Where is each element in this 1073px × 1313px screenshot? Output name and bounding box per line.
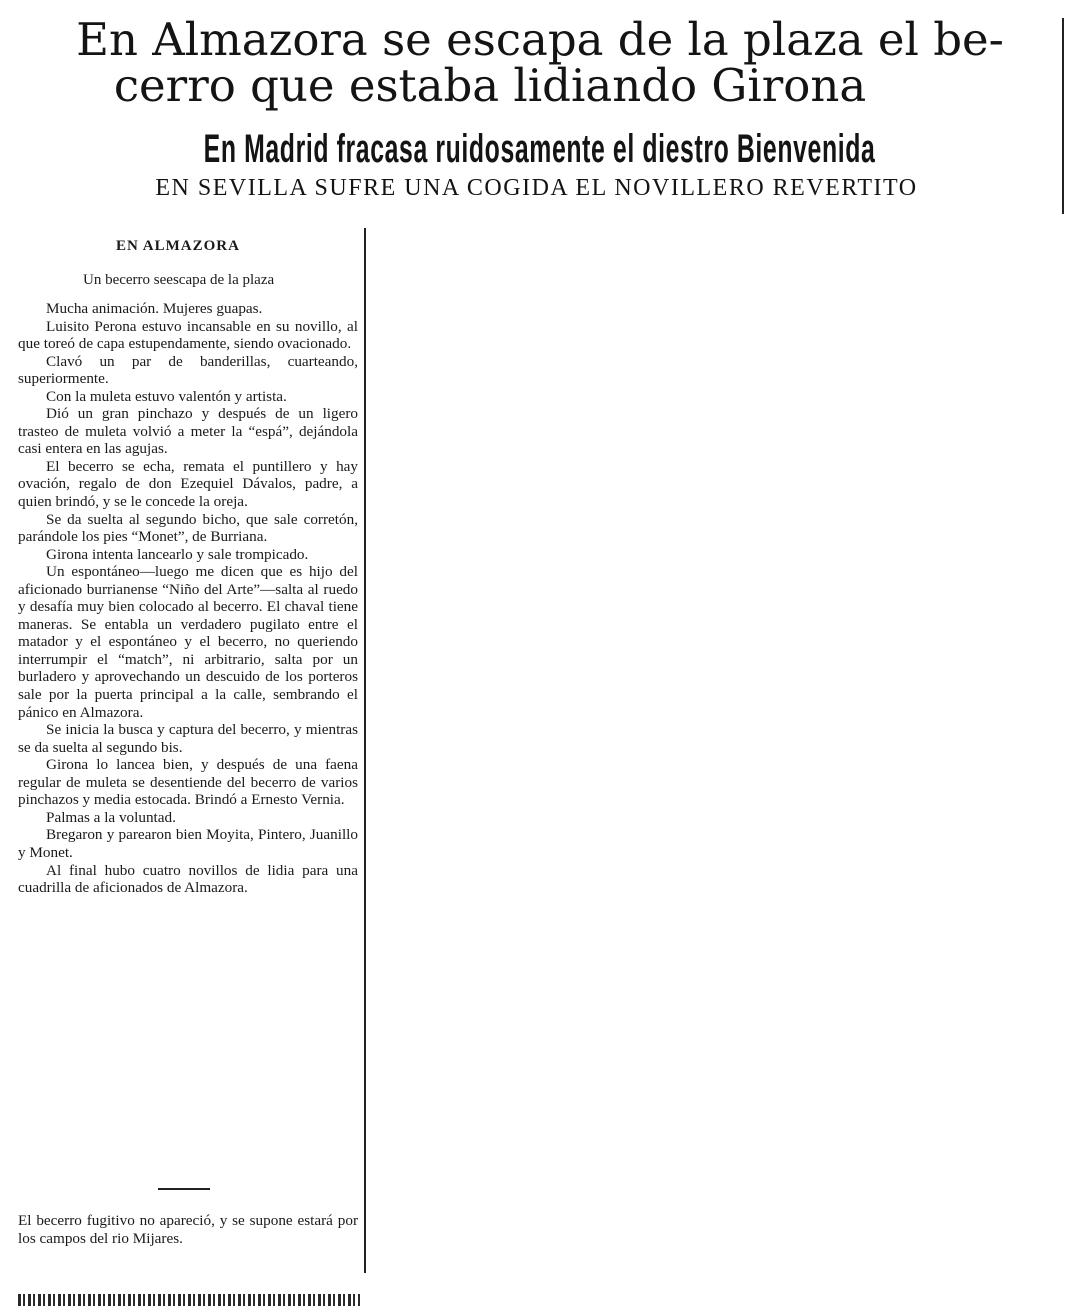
article-paragraph: Bregaron y parearon bien Moyita, Pintero, Juanillo y Monet. <box>18 826 358 861</box>
article-paragraph: Se inicia la busca y captura del becerro, y mientras se da suelta al segundo bis. <box>18 721 358 756</box>
article-paragraph: Dió un gran pinchazo y después de un ligero trasteo de muleta volvió a meter la “espá”, dejándola casi entera en las agujas. <box>18 405 358 458</box>
headline-line-1: En Almazora se escapa de la plaza el be- <box>76 13 1004 66</box>
article-paragraph: Al final hubo cuatro novillos de lidia para una cuadrilla de aficionados de Almazora. <box>18 861 358 897</box>
article-paragraph: Luisito Perona estuvo incansable en su novillo, al que toreó de capa estupendamente, siendo ovacionado. <box>18 317 358 353</box>
article-column-rule <box>364 228 366 1273</box>
article-paragraph: Con la muleta estuvo valentón y artista. <box>46 387 287 405</box>
article-paragraph: Se da suelta al segundo bicho, que sale corretón, parándole los pies “Monet”, de Burriana. <box>18 510 358 546</box>
article-paragraph: El becerro se echa, remata el puntillero y hay ovación, regalo de don Ezequiel Dávalos, padre, a quien brindó, y se le concede la oreja. <box>18 457 358 511</box>
deck-line: EN SEVILLA SUFRE UNA COGIDA EL NOVILLERO REVERTITO <box>155 175 918 201</box>
article-paragraph: Un espontáneo—luego me dicen que es hijo del aficionado burrianense “Niño del Arte”—salta al ruedo y desafía muy bien colocado al becerro. El chaval tiene maneras. Se entabla un verdadero pugilato entre el matador y el espontáneo y el becerro, no queriendo interrumpir el “match”, ni arbitrario, salta por un burladero y aprovechando un descuido de los porteros sale por la puerta principal a la calle, sembrando el pánico en Almazora. <box>18 563 358 721</box>
clipping-edge-strip <box>18 1294 360 1306</box>
section-subtitle: Un becerro seescapa de la plaza <box>83 272 275 288</box>
article-body <box>18 300 358 897</box>
article-paragraph: Girona intenta lancearlo y sale trompicado. <box>46 545 309 563</box>
closing-paragraph: El becerro fugitivo no apareció, y se supone estará por los campos del rio Mijares. <box>18 1212 358 1247</box>
section-title: EN ALMAZORA <box>116 238 240 254</box>
article-paragraph: Palmas a la voluntad. <box>46 808 176 826</box>
article-paragraph: Girona lo lancea bien, y después de una faena regular de muleta se desentiende del becerro de varios pinchazos y media estocada. Brindó a Ernesto Vernia. <box>18 756 358 809</box>
headline-column-rule <box>1062 18 1064 214</box>
article-paragraph: Clavó un par de banderillas, cuarteando, superiormente. <box>18 352 358 388</box>
headline-line-2: cerro que estaba lidiando Girona <box>113 59 867 112</box>
section-separator <box>158 1188 210 1190</box>
subheadline: En Madrid fracasa ruidosamente el diestro Bienvenida <box>203 127 876 171</box>
article-paragraph: Mucha animación. Mujeres guapas. <box>46 300 263 317</box>
